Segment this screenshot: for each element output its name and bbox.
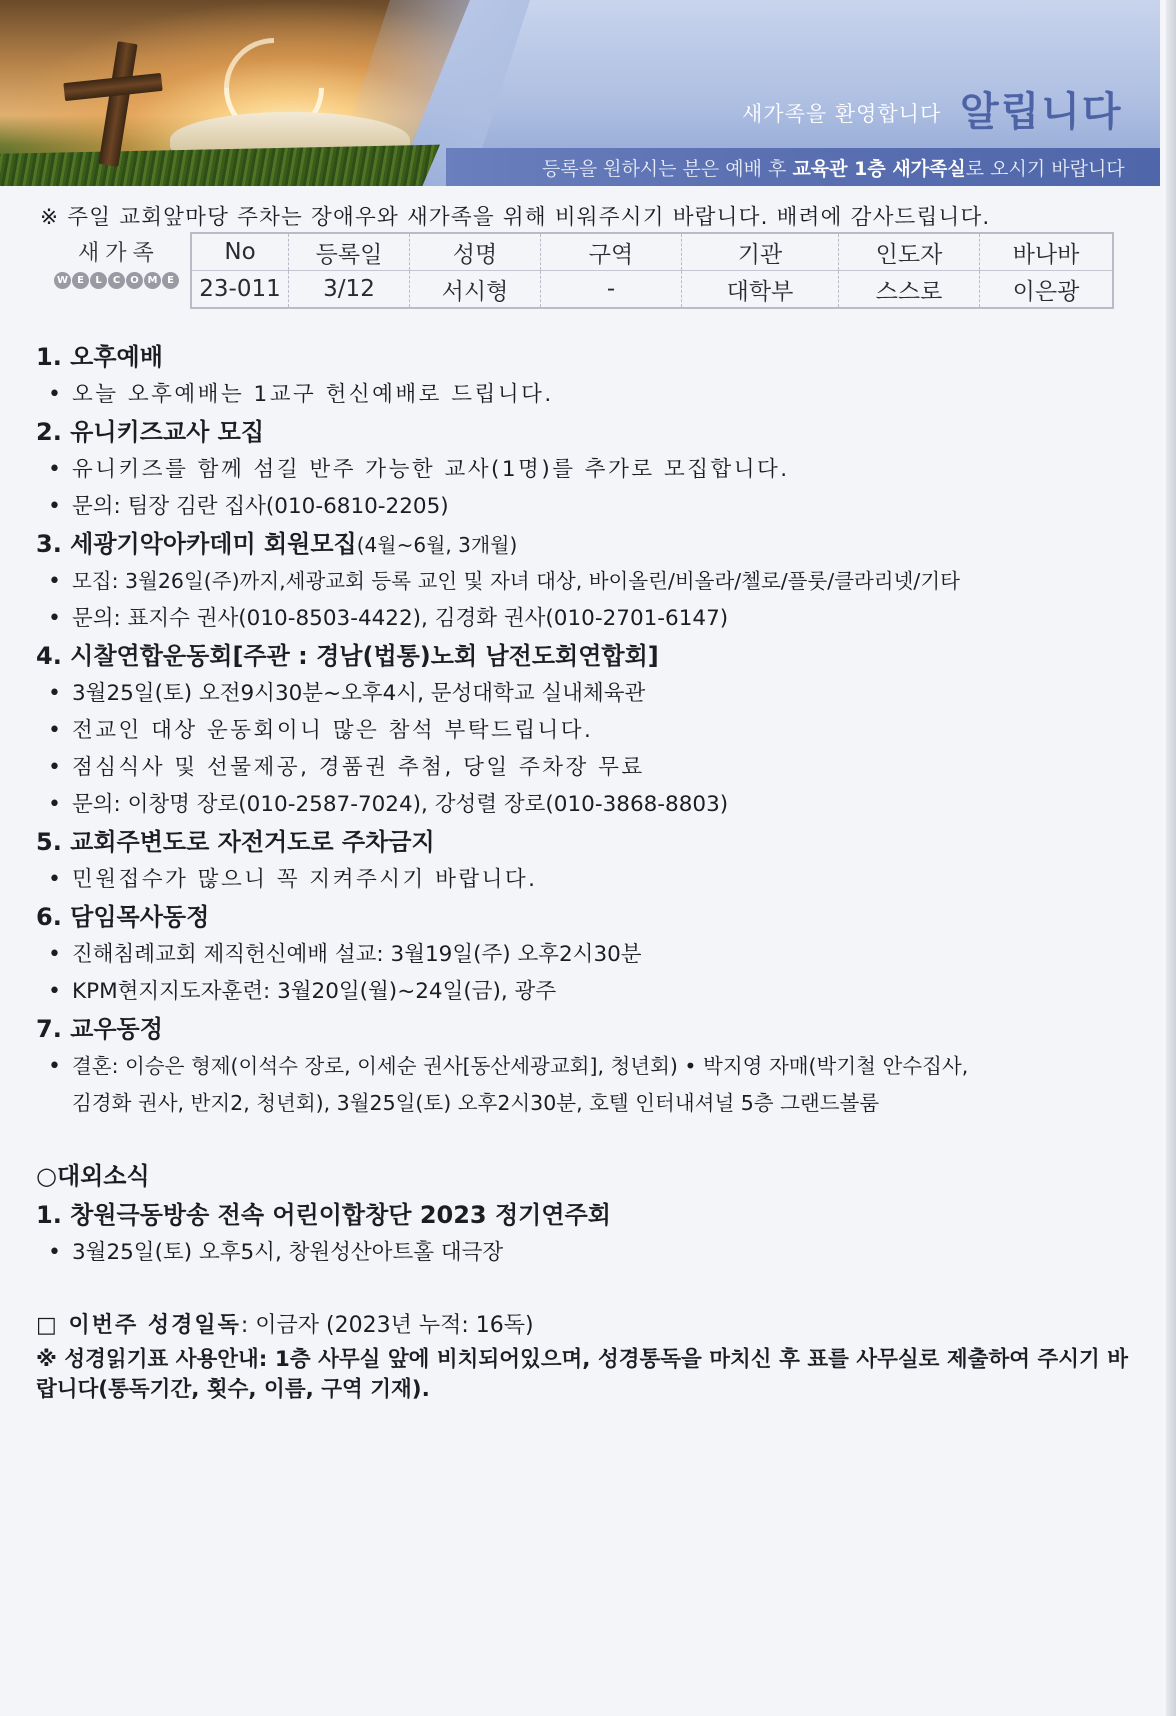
cell-register-date: 3/12 bbox=[289, 271, 410, 309]
welcome-badge-letter: L bbox=[90, 272, 107, 289]
bible-reading-value: : 이금자 (2023년 누적: 16독) bbox=[240, 1313, 534, 1338]
cell-barnabas: 이은광 bbox=[980, 271, 1114, 309]
cell-district: - bbox=[541, 271, 682, 309]
list-item: • 민원접수가 많으니 꼭 지켜주시기 바랍니다. bbox=[36, 861, 1156, 898]
cell-organization: 대학부 bbox=[682, 271, 839, 309]
list-item-continuation: 김경화 권사, 반지2, 청년회), 3월25일(토) 오후2시30분, 호텔 인터내셔널 5층 그랜드볼룸 bbox=[72, 1091, 880, 1115]
header-organization: 기관 bbox=[682, 233, 839, 271]
bible-reading-label: □ 이번주 성경일독 bbox=[36, 1312, 241, 1338]
list-item: • 점심식사 및 선물제공, 경품권 추첨, 당일 주차장 무료 bbox=[36, 749, 1156, 786]
header-district: 구역 bbox=[541, 233, 682, 271]
header-guide: 인도자 bbox=[839, 233, 980, 271]
welcome-badge-letter: E bbox=[72, 272, 89, 289]
list-item: • 유니키즈를 함께 섬길 반주 가능한 교사(1명)를 추가로 모집합니다. bbox=[36, 451, 1156, 488]
section-title: 2. 유니키즈교사 모집 bbox=[36, 418, 264, 446]
section-title-sub: (4월~6월, 3개월) bbox=[356, 533, 518, 557]
section-title bbox=[36, 525, 1156, 563]
list-item: • 오늘 오후예배는 1교구 헌신예배로 드립니다. bbox=[36, 376, 1156, 413]
section-title: 7. 교우동정 bbox=[36, 1015, 163, 1043]
header-no: No bbox=[191, 233, 289, 271]
table-header-row bbox=[191, 233, 1113, 271]
new-family-label: 새가족 bbox=[78, 241, 160, 266]
welcome-badge-letter: M bbox=[144, 272, 161, 289]
parking-notice: ※ 주일 교회앞마당 주차는 장애우와 새가족을 위해 비워주시기 바랍니다. 배려에 감사드립니다. bbox=[40, 205, 991, 230]
list-item: • KPM현지지도자훈련: 3월20일(월)~24일(금), 광주 bbox=[36, 973, 1156, 1010]
banner-notice-bold: 교육관 1층 새가족실 bbox=[792, 158, 966, 180]
list-item: • 3월25일(토) 오후5시, 창원성산아트홀 대극장 bbox=[36, 1234, 1156, 1271]
section-title: 1. 창원극동방송 전속 어린이합창단 2023 정기연주회 bbox=[36, 1201, 611, 1229]
section-title: 5. 교회주변도로 자전거도로 주차금지 bbox=[36, 828, 435, 856]
section-title: 6. 담임목사동정 bbox=[36, 903, 210, 931]
cell-no: 23-011 bbox=[199, 276, 281, 302]
welcome-badge bbox=[54, 272, 179, 289]
external-news-heading: ○대외소식 bbox=[36, 1162, 150, 1190]
banner-notice-post: 로 오시기 바랍니다 bbox=[965, 158, 1125, 180]
section-title: 1. 오후예배 bbox=[36, 343, 163, 371]
new-family-table bbox=[190, 232, 1114, 309]
banner-title: 알립니다 bbox=[960, 89, 1123, 135]
banner-welcome-text: 새가족을 환영합니다 bbox=[742, 102, 942, 126]
announcements bbox=[36, 338, 1156, 1405]
list-item: • 3월25일(토) 오전9시30분~오후4시, 문성대학교 실내체육관 bbox=[36, 675, 1156, 712]
list-item: • 문의: 표지수 권사(010-8503-4422), 김경화 권사(010-2701-6147) bbox=[36, 600, 1156, 637]
banner-notice-pre: 등록을 원하시는 분은 예배 후 bbox=[542, 158, 793, 180]
cell-guide: 스스로 bbox=[839, 271, 980, 309]
list-item: • 모집: 3월26일(주)까지,세광교회 등록 교인 및 자녀 대상, 바이올린/비올라/첼로/플룻/클라리넷/기타 bbox=[36, 563, 1156, 600]
list-item: • 문의: 팀장 김란 집사(010-6810-2205) bbox=[36, 488, 1156, 525]
list-item: • 결혼: 이승은 형제(이석수 장로, 이세순 권사[동산세광교회], 청년회) • 박지영 자매(박기철 안수집사, bbox=[36, 1048, 1156, 1085]
table-row bbox=[191, 271, 1113, 309]
section-title-text: 3. 세광기악아카데미 회원모집 bbox=[36, 530, 357, 558]
banner-notice bbox=[542, 154, 1125, 181]
welcome-badge-letter: W bbox=[54, 272, 71, 289]
welcome-badge-letter: C bbox=[108, 272, 125, 289]
list-item: • 전교인 대상 운동회이니 많은 참석 부탁드립니다. bbox=[36, 712, 1156, 749]
welcome-badge-letter: E bbox=[162, 272, 179, 289]
header-barnabas: 바나바 bbox=[980, 233, 1114, 271]
section-title: 4. 시찰연합운동회[주관 : 경남(법통)노회 남전도회연합회] bbox=[36, 642, 659, 670]
bible-reading bbox=[36, 1305, 1156, 1345]
header-name: 성명 bbox=[410, 233, 541, 271]
header-banner bbox=[0, 0, 1160, 186]
reading-guide: ※ 성경읽기표 사용안내: 1층 사무실 앞에 비치되어있으며, 성경통독을 마치신 후 표를 사무실로 제출하여 주시기 바랍니다(통독기간, 횟수, 이름, 구역 기재). bbox=[36, 1347, 1129, 1402]
page-edge bbox=[1166, 0, 1176, 1716]
list-item: • 진해침례교회 제직헌신예배 설교: 3월19일(주) 오후2시30분 bbox=[36, 936, 1156, 973]
list-item: • 문의: 이창명 장로(010-2587-7024), 강성렬 장로(010-3868-8803) bbox=[36, 786, 1156, 823]
header-register-date: 등록일 bbox=[289, 233, 410, 271]
welcome-badge-letter: O bbox=[126, 272, 143, 289]
cell-name: 서시형 bbox=[410, 271, 541, 309]
